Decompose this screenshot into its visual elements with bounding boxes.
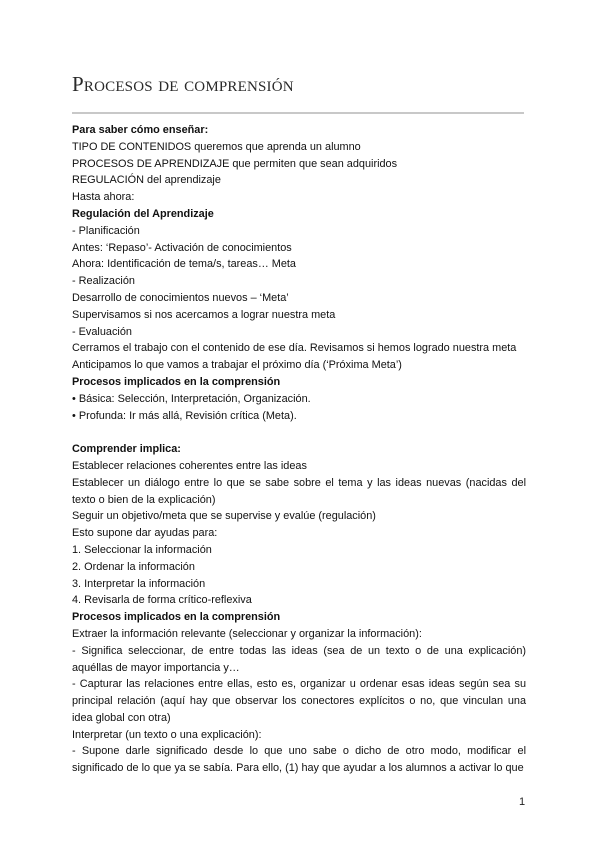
text-line: REGULACIÓN del aprendizaje bbox=[72, 174, 221, 187]
section-heading: Para saber cómo enseñar: bbox=[72, 124, 209, 136]
text-line: Interpretar (un texto o una explicación): bbox=[72, 728, 262, 741]
text-line: • Básica: Selección, Interpretación, Organización. bbox=[72, 392, 311, 405]
text-line: Desarrollo de conocimientos nuevos – ‘Meta’ bbox=[72, 291, 289, 304]
text-line: 4. Revisarla de forma crítico-reflexiva bbox=[72, 594, 252, 607]
text-line: - Planificación bbox=[72, 224, 140, 237]
text-line: 2. Ordenar la información bbox=[72, 560, 195, 573]
text-line: PROCESOS DE APRENDIZAJE que permiten que sean adquiridos bbox=[72, 157, 398, 170]
section-heading: Procesos implicados en la comprensión bbox=[72, 611, 281, 624]
text-line: Esto supone dar ayudas para: bbox=[72, 527, 218, 540]
text-line: Establecer un diálogo entre lo que se sabe sobre el tema y las ideas nuevas (nacidas del texto o bien de la explicación) bbox=[72, 476, 526, 506]
text-line: - Evaluación bbox=[72, 325, 132, 338]
section-heading: Procesos implicados en la comprensión bbox=[72, 375, 281, 388]
text-line: Antes: ‘Repaso’- Activación de conocimientos bbox=[72, 241, 292, 254]
text-line: - Capturar las relaciones entre ellas, esto es, organizar u ordenar esas ideas según sea su principal relación (aquí hay que observar los conectores explícitos o no, que vinculan una idea global con otra) bbox=[72, 678, 526, 724]
section-heading: Regulación del Aprendizaje bbox=[72, 207, 214, 220]
document-body bbox=[72, 122, 526, 777]
text-line: - Realización bbox=[72, 275, 135, 288]
text-line: Seguir un objetivo/meta que se supervise y evalúe (regulación) bbox=[72, 510, 376, 523]
text-line: Anticipamos lo que vamos a trabajar el próximo día (‘Próxima Meta’) bbox=[72, 359, 402, 372]
text-line: Extraer la información relevante (seleccionar y organizar la información): bbox=[72, 627, 422, 640]
text-line: Hasta ahora: bbox=[72, 191, 135, 204]
text-line: - Supone darle significado desde lo que uno sabe o dicho de otro modo, modificar el significado de lo que ya se sabía. Para ello, (1) hay que ayudar a los alumnos a activar lo que bbox=[72, 745, 526, 775]
text-line: TIPO DE CONTENIDOS queremos que aprenda un alumno bbox=[72, 140, 361, 153]
text-line: Cerramos el trabajo con el contenido de ese día. Revisamos si hemos logrado nuestra meta bbox=[72, 342, 517, 355]
title-divider bbox=[72, 112, 524, 114]
blank-line bbox=[72, 424, 526, 441]
text-line: Establecer relaciones coherentes entre las ideas bbox=[72, 459, 307, 472]
section-heading: Comprender implica: bbox=[72, 443, 181, 456]
text-line: • Profunda: Ir más allá, Revisión crítica (Meta). bbox=[72, 409, 297, 422]
text-line: 3. Interpretar la información bbox=[72, 577, 206, 590]
text-line: Supervisamos si nos acercamos a lograr nuestra meta bbox=[72, 308, 336, 321]
text-line: Ahora: Identificación de tema/s, tareas… Meta bbox=[72, 258, 296, 271]
text-line: - Significa seleccionar, de entre todas las ideas (sea de un texto o de una explicación) aquéllas de mayor importancia y… bbox=[72, 644, 526, 674]
page-number: 1 bbox=[519, 796, 526, 808]
page-title: Procesos de comprensión bbox=[72, 72, 294, 96]
text-line: 1. Seleccionar la información bbox=[72, 543, 212, 556]
